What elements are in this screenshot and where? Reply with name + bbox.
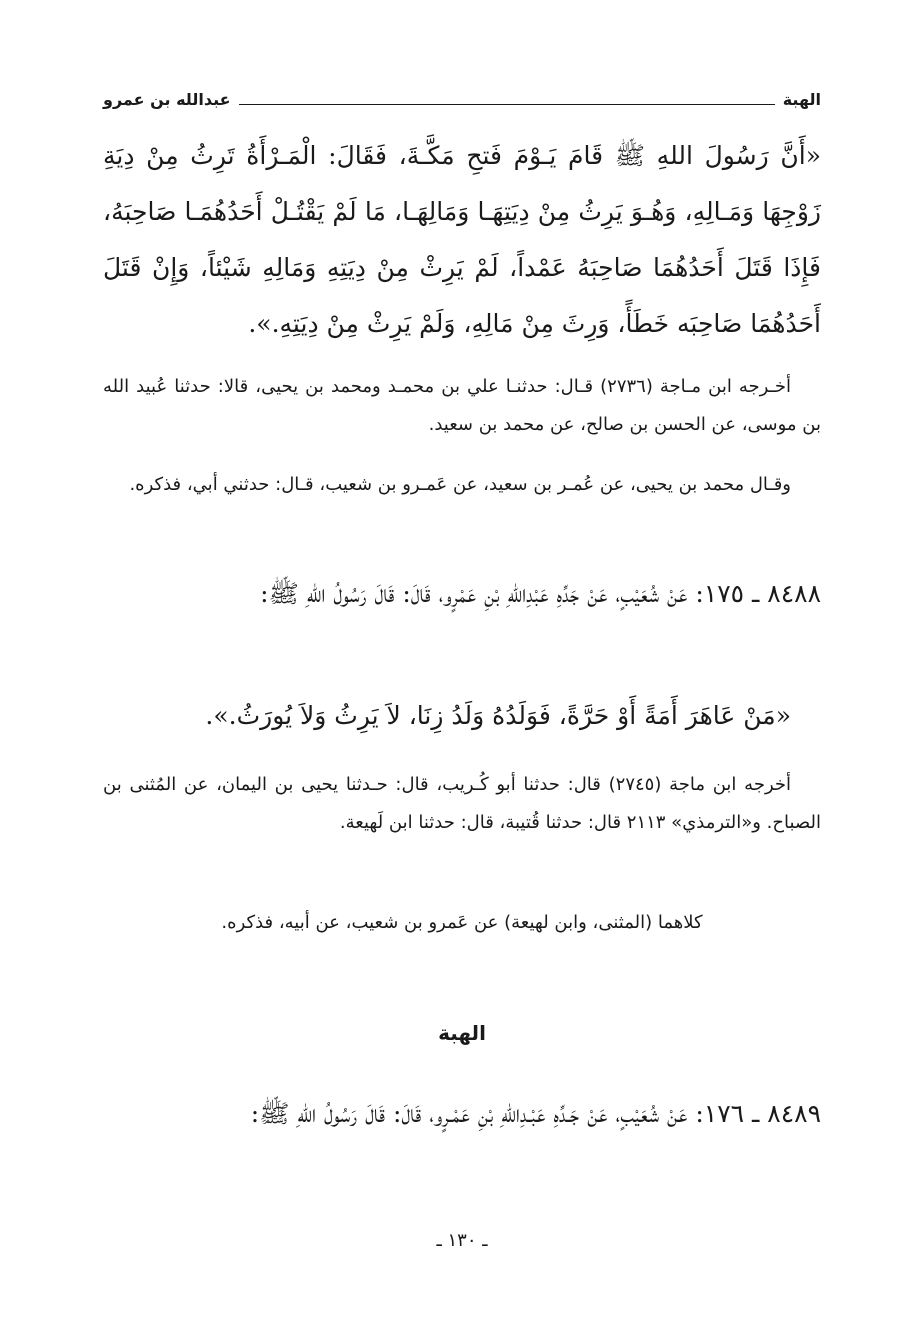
header-chapter-title: الهبة — [782, 90, 821, 109]
takhrij-ibn-majah-2745: أخرجه ابن ماجة (٢٧٤٥) قال: حدثنا أبو كُـريب، قال: حـدثنا يحيى بن اليمان، عن المُثنى بن الصباح. و«الترمذي» ٢١١٣ قال: حدثنا قُتيبة، قال: حدثنا ابن لَهيعة. — [103, 774, 821, 833]
header-narrator: عبدالله بن عمرو — [103, 90, 231, 109]
takhrij-summary: كلاهما (المثنى، وابن لهيعة) عن عَمرو بن شعيب، عن أبيه، فذكره. — [221, 912, 703, 933]
hadith-text-8487: «أَنَّ رَسُولَ اللهِ ﷺ قَامَ يَـوْمَ فَتحِ مَكَّـةَ، فَقَالَ: الْمَـرْأَةُ تَرِثُ مِنْ دِيَةِ زَوْجِهَا وَمَـالِهِ، وَهُـوَ يَرِثُ مِنْ دِيَتِهَـا وَمَالِهَـا، مَا لَمْ يَقْتُـلْ أَحَدُهُمَـا صَاحِبَهُ، فَإِذَا قَتَلَ أَحَدُهُمَا صَاحِبَهُ عَمْداً، لَمْ يَرِثْ مِنْ دِيَتِهِ وَمَالِهِ شَيْئاً، وَإِنْ قَتَلَ أَحَدُهُمَا صَاحِبَه خَطَأً، وَرِثَ مِنْ مَالِهِ، وَلَمْ يَرِثْ مِنْ دِيَتِهِ.». — [103, 141, 821, 338]
page-number: ـ ١٣٠ ـ — [436, 1230, 488, 1251]
section-title: الهبة — [438, 1021, 486, 1045]
hadith-text-8488: «مَنْ عَاهَرَ أَمَةً أَوْ حَرَّةً، فَوَلَدُهُ وَلَدُ زِنَا، لاَ يَرِثُ وَلاَ يُورَثُ.». — [205, 701, 791, 730]
takhrij-chain-continued: وقـال محمد بن يحيى، عن عُمـر بن سعيد، عن عَمـرو بن شعيب، قـال: حدثني أبي، فذكره. — [129, 474, 791, 495]
takhrij-ibn-majah-2736: أخـرجه ابن مـاجة (٢٧٣٦) قـال: حدثنـا علي بن محمـد ومحمد بن يحيى، قالا: حدثنا عُبيد الله بن موسى، عن الحسن بن صالح، عن محمد بن سعيد. — [103, 376, 821, 435]
running-header — [103, 84, 821, 110]
header-rule — [239, 104, 775, 105]
hadith-header-8489: ٨٤٨٩ ـ ١٧٦: عَنْ شُعَيْبٍ، عَنْ جَـدِّهِ عَبْـدِاللهِ بْنِ عَمْـرٍو، قَالَ: قَالَ رَسُولُ اللهِ ﷺ: — [250, 1099, 821, 1128]
hadith-header-8488: ٨٤٨٨ ـ ١٧٥: عَنْ شُعَيْبٍ، عَنْ جَدِّهِ عَبْدِاللهِ بْنِ عَمْرٍو، قَالَ: قَالَ رَسُولُ اللهِ ﷺ: — [260, 579, 821, 608]
